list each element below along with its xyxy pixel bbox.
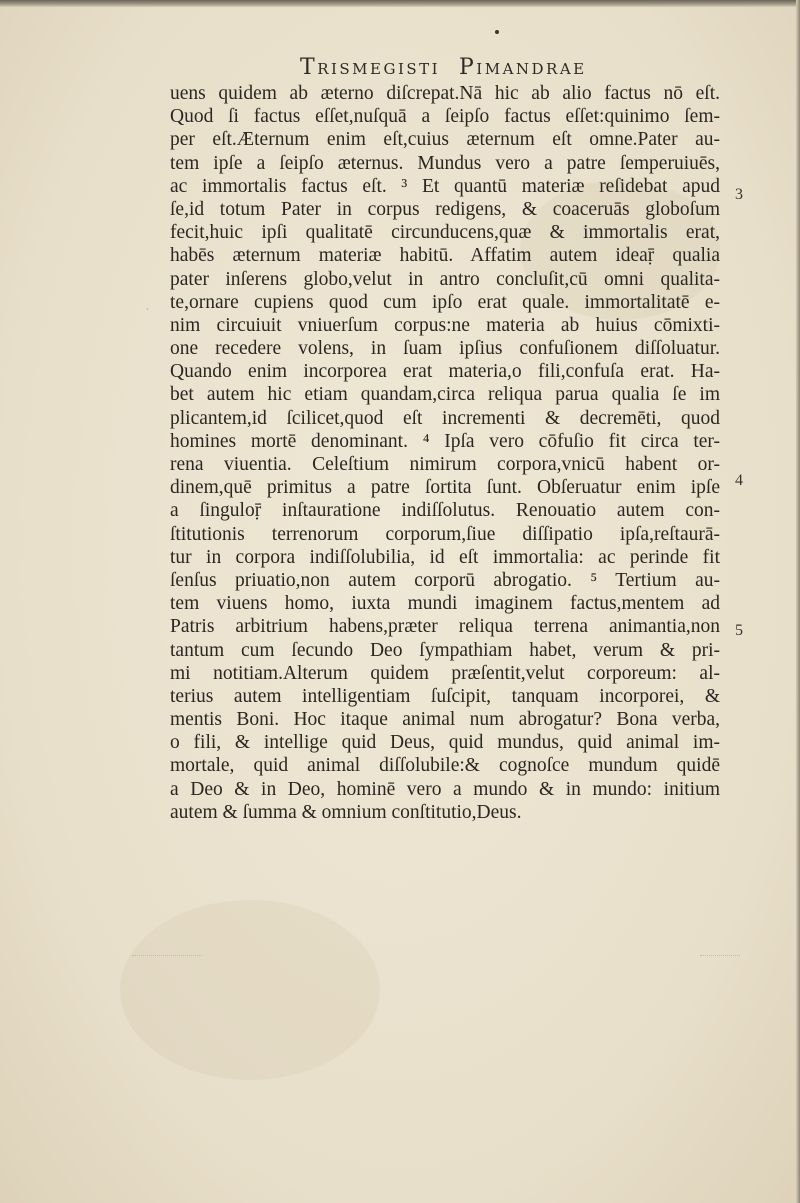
text-line: mortale, quid animal diſſolubile:& cognoſce mundum quidē (170, 755, 720, 777)
text-line: rena viuentia. Celeſtium nimirum corpora,vnicū habent or- (170, 454, 720, 475)
text-line: ſenſus priuatio,non autem corporū abrogatio. ⁵ Tertium au- (170, 569, 720, 591)
text-line: te,ornare cupiens quod cum ipſo erat quale. immortalitatē e- (170, 291, 720, 313)
text-line: Quod ſi factus eſſet,nuſquā a ſeipſo factus eſſet:quinimo ſem- (170, 106, 720, 128)
text-line: homines mortē denominant. ⁴ Ipſa vero cōfuſio fit circa ter- (170, 430, 720, 452)
text-line: fecit,huic ipſi qualitatē circunducens,quæ & immortalis erat, (170, 222, 720, 244)
margin-note-4: 4 (735, 472, 743, 489)
running-head-word-1: RISMEGISTI (317, 60, 441, 78)
text-line: one recedere volens, in ſuam ipſius confuſionem diſſoluatur. (170, 338, 720, 360)
bleed-through-mark (132, 955, 202, 986)
bleed-through-mark (700, 955, 740, 976)
text-line: tantum cum ſecundo Deo ſympathiam habet, verum & pri- (170, 639, 720, 661)
ink-speck: · (145, 302, 150, 318)
running-head-initial-2: P (458, 55, 477, 80)
text-line: ſtitutionis terrenorum corporum,ſiue diſſipatio ipſa,reſtaurā- (170, 523, 720, 545)
text-line: a Deo & in Deo, hominē vero a mundo & in mundo: initium (170, 778, 720, 800)
paper-stain (120, 900, 380, 1080)
running-head (300, 55, 587, 80)
text-line: o fili, & intellige quid Deus, quid mundus, quid animal im- (170, 732, 720, 754)
running-head-word-2: IMANDRAE (476, 60, 587, 78)
text-line: tur in corpora indiſſolubilia, id eſt immortalia: ac perinde fit (170, 546, 720, 568)
text-line: per eſt.Æternum enim eſt,cuius æternum eſt omne.Pater au- (170, 129, 720, 151)
text-line: autem & ſumma & omnium conſtitutio,Deus. (170, 801, 522, 823)
margin-note-3: 3 (735, 186, 743, 203)
text-line: Patris arbitrium habens,præter reliqua terrena animantia,non (170, 616, 720, 638)
text-line: dinem,quē primitus a patre ſortita ſunt. Obſeruatur enim ipſe (170, 477, 720, 499)
text-line: mentis Boni. Hoc itaque animal num abrogatur? Bona verba, (170, 709, 720, 731)
page-top-edge (0, 0, 800, 7)
printer-mark (495, 30, 499, 34)
text-line: tem viuens homo, iuxta mundi imaginem factus,mentem ad (170, 593, 720, 615)
text-line: a ſinguloṝ inſtauratione indiſſolutus. Renouatio autem con- (170, 500, 720, 522)
text-line: pater inſerens globo,velut in antro concluſit,cū omni qualita- (170, 268, 720, 290)
text-line: ac immortalis factus eſt. ³ Et quantū materiæ reſidebat apud (170, 175, 720, 197)
body-text (170, 82, 720, 824)
text-line: Quando enim incorporea erat materia,o fili,confuſa erat. Ha- (170, 361, 720, 383)
text-line: uens quidem ab æterno diſcrepat.Nā hic ab alio factus nō eſt. (170, 83, 720, 104)
page-right-edge (796, 0, 800, 1203)
text-line: tem ipſe a ſeipſo æternus. Mundus vero a patre ſemperuiuēs, (170, 152, 720, 174)
text-line: habēs æternum materiæ habitū. Affatim autem ideaṝ qualia (170, 245, 720, 267)
margin-note-5: 5 (735, 622, 743, 639)
text-line: mi notitiam.Alterum quidem præſentit,velut corporeum: al- (170, 662, 720, 684)
text-line: terius autem intelligentiam ſuſcipit, tanquam incorporei, & (170, 685, 720, 707)
text-line: ſe,id totum Pater in corpus redigens, & coaceruās globoſum (170, 198, 720, 220)
text-line: plicantem,id ſcilicet,quod eſt incrementi & decremēti, quod (170, 407, 720, 429)
text-line: bet autem hic etiam quandam,circa reliqua parua qualia ſe im (170, 384, 720, 406)
running-head-initial-1: T (300, 55, 318, 80)
text-line: nim circuiuit vniuerſum corpus:ne materia ab huius cōmixti- (170, 314, 720, 336)
